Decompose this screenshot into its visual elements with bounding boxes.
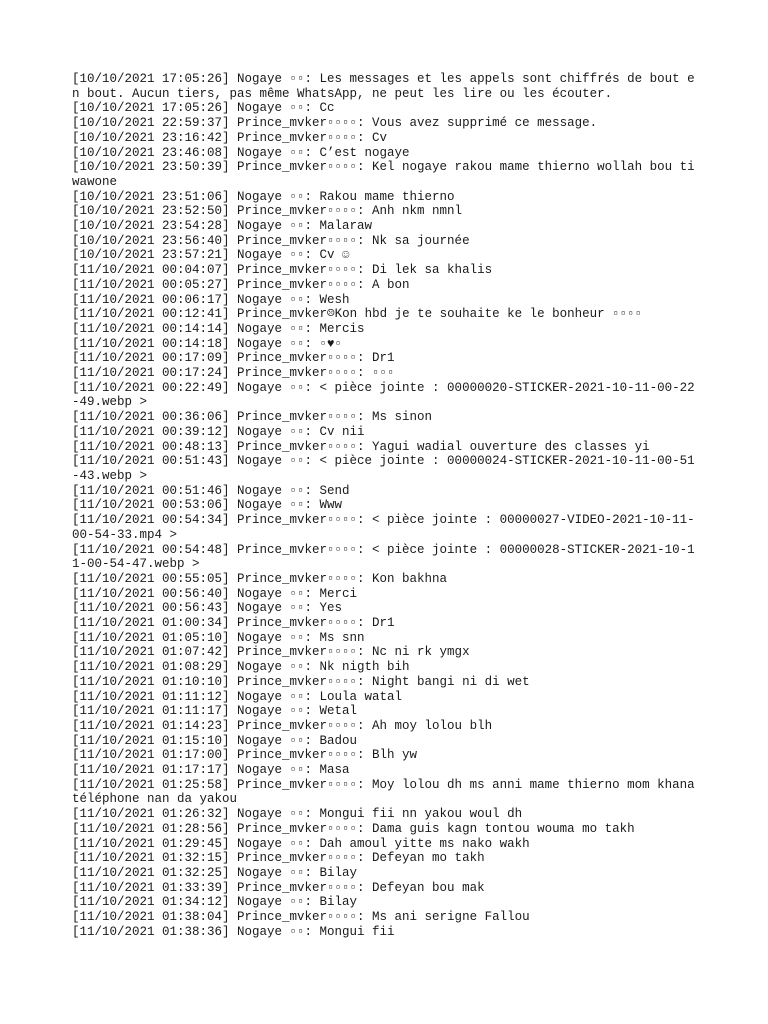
chat-message-line: [11/10/2021 00:54:48] Prince_mvker▫▫▫▫: < pièce jointe : 00000028-STICKER-2021-10-11-00-54-47.webp > bbox=[72, 542, 695, 572]
chat-message-line: [11/10/2021 01:26:32] Nogaye ▫▫: Mongui fii nn yakou woul dh bbox=[72, 807, 523, 822]
chat-message-line: [11/10/2021 01:32:15] Prince_mvker▫▫▫▫: Defeyan mo takh bbox=[72, 851, 485, 866]
chat-message-line: [10/10/2021 23:16:42] Prince_mvker▫▫▫▫: Cv bbox=[72, 130, 388, 145]
chat-message-line: [11/10/2021 01:38:04] Prince_mvker▫▫▫▫: Ms ani serigne Fallou bbox=[72, 910, 530, 925]
chat-message-line: [11/10/2021 00:51:46] Nogaye ▫▫: Send bbox=[72, 483, 350, 498]
chat-message-line: [11/10/2021 00:53:06] Nogaye ▫▫: Www bbox=[72, 498, 343, 513]
chat-message-line: [10/10/2021 23:56:40] Prince_mvker▫▫▫▫: Nk sa journée bbox=[72, 233, 470, 248]
chat-message-line: [10/10/2021 23:46:08] Nogaye ▫▫: C’est nogaye bbox=[72, 145, 410, 160]
chat-message-line: [11/10/2021 01:15:10] Nogaye ▫▫: Badou bbox=[72, 733, 358, 748]
chat-transcript bbox=[72, 72, 703, 939]
chat-message-line: [11/10/2021 01:10:10] Prince_mvker▫▫▫▫: Night bangi ni di wet bbox=[72, 674, 530, 689]
chat-message-line: [11/10/2021 00:51:43] Nogaye ▫▫: < pièce jointe : 00000024-STICKER-2021-10-11-00-51-43.webp > bbox=[72, 454, 695, 483]
chat-message-line: [11/10/2021 01:34:12] Nogaye ▫▫: Bilay bbox=[72, 895, 358, 910]
chat-message-line: [11/10/2021 01:08:29] Nogaye ▫▫: Nk nigth bih bbox=[72, 660, 410, 675]
chat-message-line: [11/10/2021 01:32:25] Nogaye ▫▫: Bilay bbox=[72, 865, 358, 880]
chat-message-line: [10/10/2021 22:59:37] Prince_mvker▫▫▫▫: Vous avez supprimé ce message. bbox=[72, 116, 598, 131]
chat-message-line: [11/10/2021 01:11:12] Nogaye ▫▫: Loula watal bbox=[72, 689, 403, 704]
chat-message-line: [11/10/2021 01:29:45] Nogaye ▫▫: Dah amoul yitte ms nako wakh bbox=[72, 836, 530, 851]
chat-message-line: [11/10/2021 01:14:23] Prince_mvker▫▫▫▫: Ah moy lolou blh bbox=[72, 718, 493, 733]
chat-message-line: [11/10/2021 00:17:24] Prince_mvker▫▫▫▫: ▫▫▫ bbox=[72, 366, 395, 381]
chat-message-line: [11/10/2021 00:12:41] Prince_mvker☹Kon hbd je te souhaite ke le bonheur ▫▫▫▫ bbox=[72, 307, 643, 322]
chat-message-line: [11/10/2021 00:36:06] Prince_mvker▫▫▫▫: Ms sinon bbox=[72, 410, 433, 425]
chat-message-line: [11/10/2021 00:48:13] Prince_mvker▫▫▫▫: Yagui wadial ouverture des classes yi bbox=[72, 439, 650, 454]
chat-message-line: [11/10/2021 01:38:36] Nogaye ▫▫: Mongui fii bbox=[72, 924, 395, 939]
chat-message-line: [11/10/2021 01:05:10] Nogaye ▫▫: Ms snn bbox=[72, 630, 365, 645]
chat-message-line: [11/10/2021 00:22:49] Nogaye ▫▫: < pièce jointe : 00000020-STICKER-2021-10-11-00-22-49.webp > bbox=[72, 380, 695, 410]
chat-message-line: [11/10/2021 01:17:00] Prince_mvker▫▫▫▫: Blh yw bbox=[72, 748, 418, 763]
chat-message-line: [10/10/2021 23:52:50] Prince_mvker▫▫▫▫: Anh nkm nmnl bbox=[72, 204, 463, 219]
chat-message-line: [11/10/2021 01:00:34] Prince_mvker▫▫▫▫: Dr1 bbox=[72, 616, 395, 631]
chat-message-line: [10/10/2021 23:54:28] Nogaye ▫▫: Malaraw bbox=[72, 219, 373, 234]
chat-message-line: [11/10/2021 00:56:40] Nogaye ▫▫: Merci bbox=[72, 586, 358, 601]
chat-message-line: [11/10/2021 00:55:05] Prince_mvker▫▫▫▫: Kon bakhna bbox=[72, 571, 448, 586]
chat-message-line: [11/10/2021 01:11:17] Nogaye ▫▫: Wetal bbox=[72, 704, 358, 719]
chat-message-line: [11/10/2021 00:39:12] Nogaye ▫▫: Cv nii bbox=[72, 424, 365, 439]
chat-message-line: [11/10/2021 01:17:17] Nogaye ▫▫: Masa bbox=[72, 763, 350, 778]
chat-message-line: [11/10/2021 01:28:56] Prince_mvker▫▫▫▫: Dama guis kagn tontou wouma mo takh bbox=[72, 821, 635, 836]
chat-message-line: [11/10/2021 01:25:58] Prince_mvker▫▫▫▫: Moy lolou dh ms anni mame thierno mom khana téléphone nan da yakou bbox=[72, 777, 703, 807]
chat-message-line: [11/10/2021 00:06:17] Nogaye ▫▫: Wesh bbox=[72, 292, 350, 307]
chat-message-line: [10/10/2021 23:57:21] Nogaye ▫▫: Cv ☺ bbox=[72, 248, 350, 263]
chat-message-line: [11/10/2021 00:05:27] Prince_mvker▫▫▫▫: A bon bbox=[72, 277, 410, 292]
chat-message-line: [11/10/2021 00:56:43] Nogaye ▫▫: Yes bbox=[72, 601, 343, 616]
chat-message-line: [10/10/2021 23:51:06] Nogaye ▫▫: Rakou mame thierno bbox=[72, 189, 455, 204]
chat-message-line: [10/10/2021 17:05:26] Nogaye ▫▫: Cc bbox=[72, 101, 335, 116]
chat-message-line: [11/10/2021 00:54:34] Prince_mvker▫▫▫▫: < pièce jointe : 00000027-VIDEO-2021-10-11-00-54-33.mp4 > bbox=[72, 513, 695, 542]
chat-message-line: [11/10/2021 00:04:07] Prince_mvker▫▫▫▫: Di lek sa khalis bbox=[72, 263, 493, 278]
chat-message-line: [11/10/2021 00:17:09] Prince_mvker▫▫▫▫: Dr1 bbox=[72, 351, 395, 366]
chat-message-line: [11/10/2021 01:07:42] Prince_mvker▫▫▫▫: Nc ni rk ymgx bbox=[72, 645, 470, 660]
chat-message-line: [10/10/2021 17:05:26] Nogaye ▫▫: Les messages et les appels sont chiffrés de bout en bout. Aucun tiers, pas même WhatsApp, ne peut les lire ou les écouter. bbox=[72, 72, 695, 101]
chat-message-line: [11/10/2021 00:14:14] Nogaye ▫▫: Mercis bbox=[72, 321, 365, 336]
chat-message-line: [11/10/2021 00:14:18] Nogaye ▫▫: ▫♥▫ bbox=[72, 336, 343, 351]
chat-message-line: [11/10/2021 01:33:39] Prince_mvker▫▫▫▫: Defeyan bou mak bbox=[72, 880, 485, 895]
chat-message-line: [10/10/2021 23:50:39] Prince_mvker▫▫▫▫: Kel nogaye rakou mame thierno wollah bou tiwawone bbox=[72, 160, 695, 189]
